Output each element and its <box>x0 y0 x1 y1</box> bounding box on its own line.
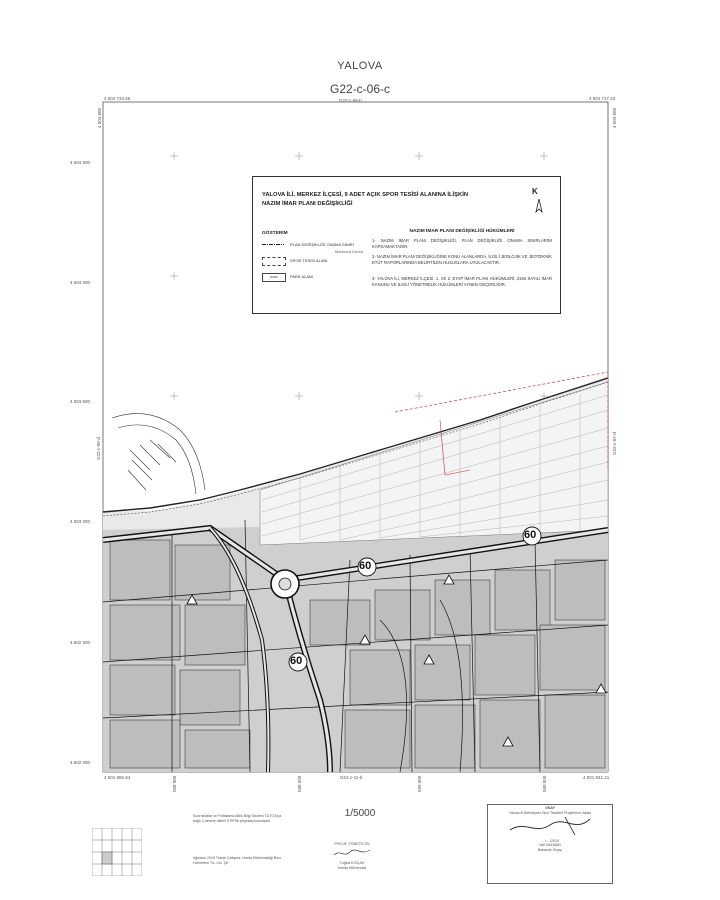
proje-title: PROJE YÖNETİCİSİ <box>334 842 370 846</box>
legend-item-park <box>262 273 372 281</box>
coordinate-note: Koordinatlar ve Paftalama Altlık Bilgi Sistemi TUTGA'ya bağlı 3 derece dilimli ITRF96 projeksiyonundadır. <box>193 814 282 823</box>
road-value-2: 60 <box>359 560 372 572</box>
city-title: YALOVA <box>337 60 383 72</box>
side-sheet-right: G22-c-07-d <box>612 432 617 455</box>
coord-bottom-right: 4 501 941.21 <box>583 775 610 780</box>
project-manager-block <box>322 842 382 871</box>
legend-gosterim: GÖSTERİM <box>262 231 288 236</box>
coord-left-top-vert: 4 504 800 <box>97 107 102 128</box>
legend-item-label: SPOR TESİSİ ALANI <box>290 258 328 263</box>
onay-name: Vali SALMAN <box>539 843 561 848</box>
bottom-coord-4: 589 500 <box>542 775 547 792</box>
sheet-code: G22-c-06-c <box>329 82 391 96</box>
sport-area-symbol-icon <box>262 257 286 266</box>
hukum-1: 1- NAZIM İMAR PLANI DEĞİŞİKLİĞİ, PLAN DEĞİŞİKLİĞİ ONAMA SINIRLARINI KAPSAMAKTADIR. <box>372 238 552 249</box>
marina <box>112 414 205 494</box>
hukum-3: 3- YALOVA İLİ, MERKEZ İLÇESİ, 1. VE 2. ETAP İMAR PLANI HÜKÜMLERİ, 3194 SAYILI İMAR KANUNU VE İLGİLİ YÖNETMELİK HÜKÜMLERİ AYNEN GEÇERLİDİR. <box>372 276 552 287</box>
coord-bottom-left: 4 501 986.94 <box>104 775 131 780</box>
approval-text <box>495 806 605 853</box>
coord-left-1: 4 504 500 <box>70 160 91 165</box>
approval-signature-icon <box>505 815 595 837</box>
coord-right-top-vert: 4 503 800 <box>612 107 617 128</box>
onay-body: Yalova İli Belediyesi Spor Tesisleri Projelerine İlişkin <box>508 810 592 815</box>
park-symbol-icon: PARK <box>262 273 286 282</box>
coord-top-right: 4 504 717.43 <box>589 96 616 101</box>
legend-item-label: PLAN DEĞİŞİKLİĞİ ONAMA SINIRI <box>290 242 354 247</box>
legend-title-line2: NAZIM İMAR PLANI DEĞİŞİKLİĞİ <box>262 201 353 207</box>
boundary-symbol-icon <box>262 241 284 248</box>
coord-top-left: 4 504 734.56 <box>104 96 131 101</box>
hukum-title: NAZIM İMAR PLANI DEĞİŞİKLİĞİ HÜKÜMLERİ <box>409 229 515 234</box>
legend-item-sport <box>262 257 372 265</box>
sheet-top-small: G22-c-06-b <box>339 98 362 103</box>
legend-item-boundary <box>262 241 372 249</box>
legend-title <box>262 191 522 209</box>
bottom-coord-3: 589 000 <box>417 775 422 792</box>
coord-left-5: 4 502 500 <box>70 640 91 645</box>
onay-date: ..../..../2015 <box>541 838 559 843</box>
sea-label: Marmara Denizi <box>335 249 364 254</box>
road-value-3: 60 <box>290 655 303 667</box>
map-scale: 1/5000 <box>344 808 376 819</box>
north-label: K <box>532 187 538 196</box>
onay-title: ONAY <box>544 806 556 810</box>
coord-left-4: 4 503 000 <box>70 519 91 524</box>
side-sheet-left: G22-c-06-d <box>96 437 101 460</box>
proje-role: Harita Mühendisi <box>337 866 367 870</box>
sheet-index-grid <box>92 828 142 876</box>
hukum-2: 2- NAZIM İMAR PLANI DEĞİŞİKLİĞİNE KONU ALANLARDA, İLGİLİ JEOLOJİK VE JEOTEKNİK ETÜT RAPORLARINDA BELİRTİLEN HUSUSLARA UYULACAKTIR. <box>372 254 552 265</box>
parcel-area <box>260 382 608 545</box>
technical-note: Ağustos 2015 Teknik Çalışma: Harita Mühendisliği Büro Hizmetleri Tic. Ltd. Şti. <box>193 856 282 865</box>
legend-title-line1: YALOVA İLİ, MERKEZ İLÇESİ, 9 ADET AÇIK SPOR TESİSİ ALANINA İLİŞKİN <box>262 192 469 198</box>
coord-left-2: 4 504 000 <box>70 280 91 285</box>
proje-name: Tuğba KOÇAK <box>339 861 365 865</box>
coord-left-3: 4 503 500 <box>70 399 91 404</box>
sheet-bottom-small: G22-c-11-b <box>340 775 363 780</box>
bottom-coord-2: 588 500 <box>297 775 302 792</box>
coord-left-6: 4 502 000 <box>70 760 91 765</box>
north-arrow-icon <box>535 199 543 213</box>
legend-item-label: PARK ALANI <box>290 274 314 279</box>
onay-role: Bakanlık Onayı <box>537 847 563 852</box>
bottom-coord-1: 588 000 <box>172 775 177 792</box>
road-value-1: 60 <box>524 529 537 541</box>
signature-icon <box>332 847 372 859</box>
